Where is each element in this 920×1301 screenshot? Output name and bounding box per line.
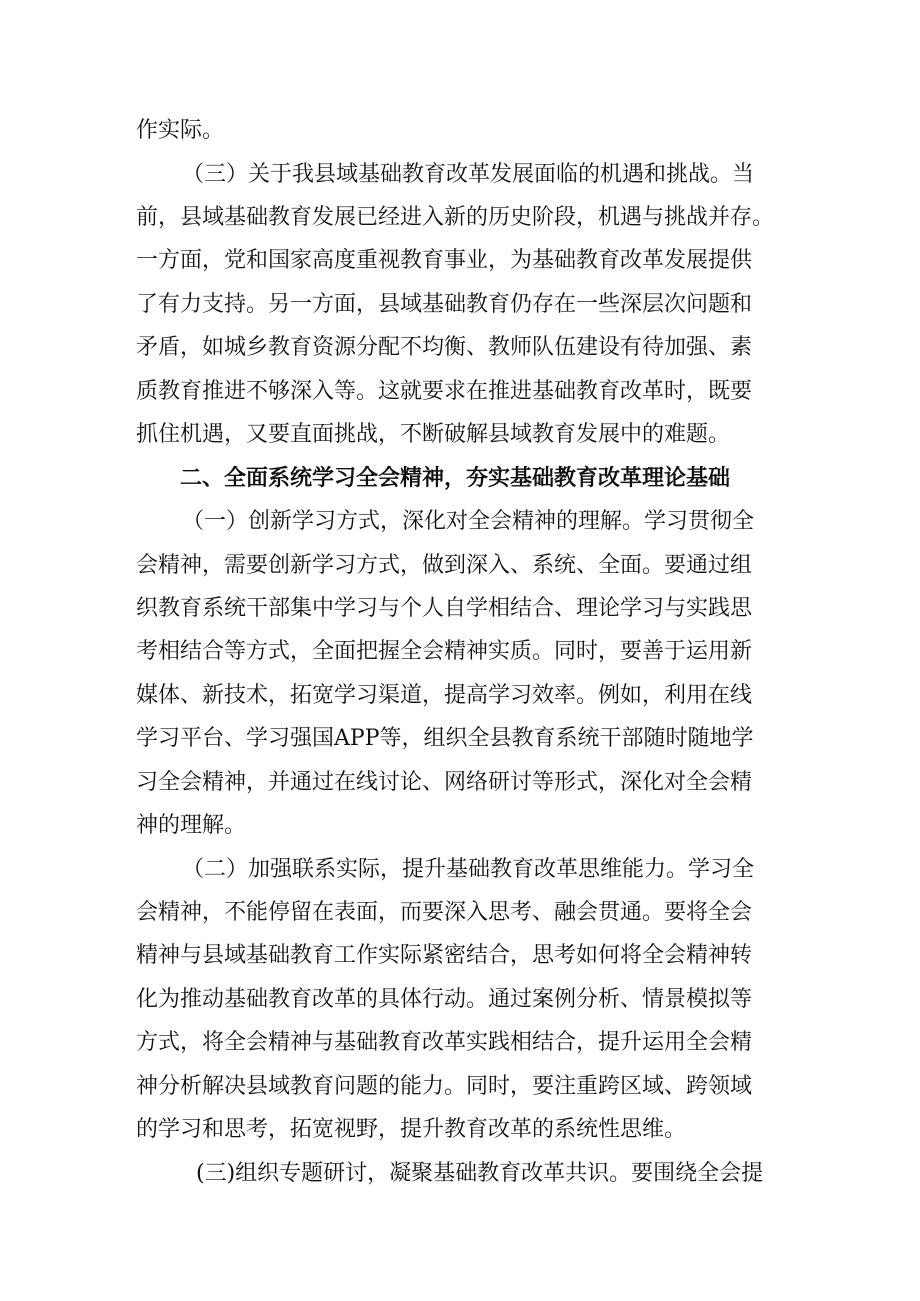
text-line: 考相结合等方式，全面把握全会精神实质。同时，要善于运用新	[136, 639, 753, 664]
section-heading: 二、全面系统学习全会精神，夯实基础教育改革理论基础	[180, 466, 731, 491]
text-line: 精神与县域基础教育工作实际紧密结合，思考如何将全会精神转	[136, 943, 753, 968]
paragraph-opening-line: （三）关于我县域基础教育改革发展面临的机遇和挑战。当	[182, 162, 755, 187]
text-line: 会精神，需要创新学习方式，做到深入、系统、全面。要通过组	[136, 553, 753, 578]
text-line: 矛盾，如城乡教育资源分配不均衡、教师队伍建设有待加强、素	[136, 335, 753, 360]
text-line: 习全会精神，并通过在线讨论、网络研讨等形式，深化对全会精	[136, 770, 753, 795]
text-line: 会精神，不能停留在表面，而要深入思考、融会贯通。要将全会	[136, 900, 753, 925]
text-line: 化为推动基础教育改革的具体行动。通过案例分析、情景模拟等	[136, 987, 753, 1012]
paragraph-opening-line: （一）创新学习方式，深化对全会精神的理解。学习贯彻全	[182, 509, 755, 534]
text-line: 质教育推进不够深入等。这就要求在推进基础教育改革时，既要	[136, 379, 753, 404]
paragraph-opening-line: （二）加强联系实际，提升基础教育改革思维能力。学习全	[182, 857, 755, 882]
text-line: 作实际。	[136, 118, 225, 143]
text-line: 神的理解。	[136, 813, 247, 838]
text-line: 织教育系统干部集中学习与个人自学相结合、理论学习与实践思	[136, 596, 753, 621]
text-line: 了有力支持。另一方面，县域基础教育仍存在一些深层次问题和	[136, 292, 753, 317]
text-line: 方式，将全会精神与基础教育改革实践相结合，提升运用全会精	[136, 1030, 753, 1055]
text-line: 媒体、新技术，拓宽学习渠道，提高学习效率。例如，利用在线	[136, 683, 753, 708]
text-line: 神分析解决县域教育问题的能力。同时，要注重跨区域、跨领域	[136, 1074, 753, 1099]
text-line: 抓住机遇，又要直面挑战，不断破解县域教育发展中的难题。	[136, 422, 731, 447]
text-line: 一方面，党和国家高度重视教育事业，为基础教育改革发展提供	[136, 248, 753, 273]
text-line: 前，县域基础教育发展已经进入新的历史阶段，机遇与挑战并存。	[136, 205, 775, 230]
text-line: 的学习和思考，拓宽视野，提升教育改革的系统性思维。	[136, 1117, 687, 1142]
text-line: 学习平台、学习强国APP等，组织全县教育系统干部随时随地学	[136, 726, 754, 751]
paragraph-opening-line: (三)组织专题研讨，凝聚基础教育改革共识。要围绕全会提	[196, 1161, 764, 1186]
